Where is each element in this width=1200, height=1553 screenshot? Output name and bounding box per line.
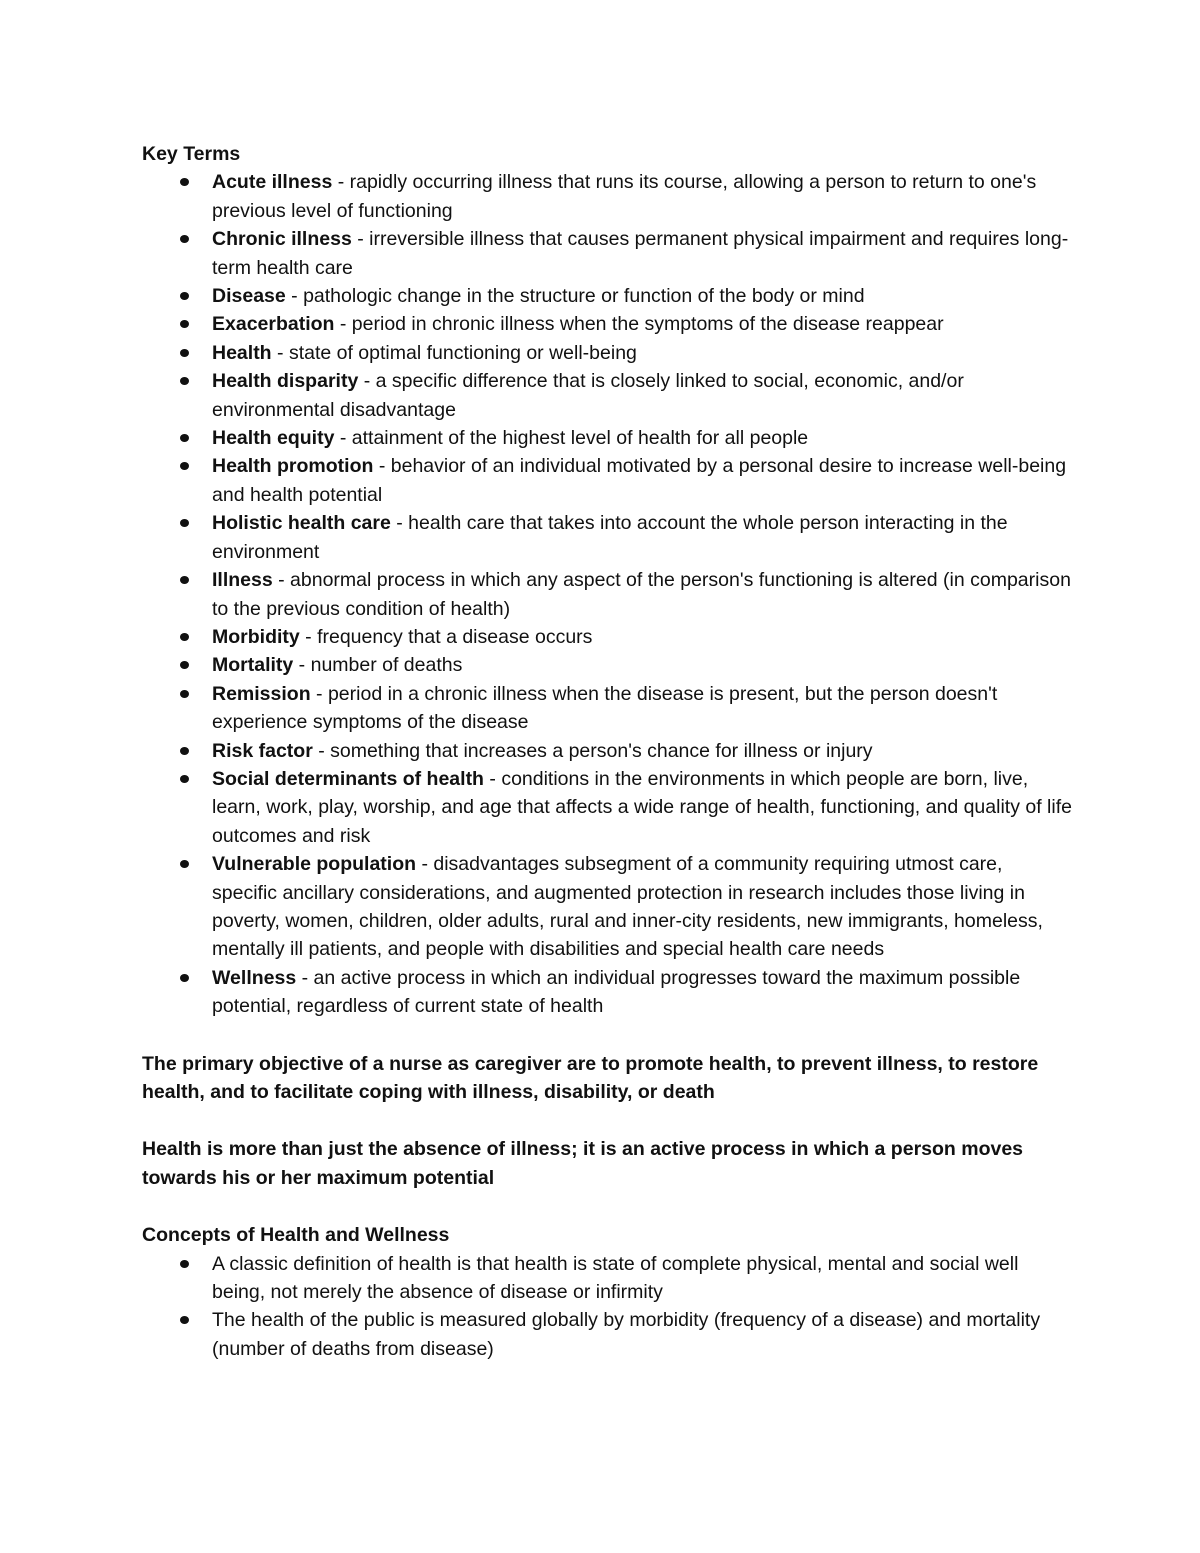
key-term-item [142, 225, 1072, 282]
concepts-list [142, 1250, 1072, 1364]
key-term-item [142, 310, 1072, 338]
term-name: Health [212, 341, 272, 364]
term-name: Holistic health care [212, 512, 391, 535]
term-definition: - abnormal process in which any aspect of the person's functioning is altered (in comparison to the previous condition of health) [212, 569, 1071, 620]
term-definition: - a specific difference that is closely linked to social, economic, and/or environmental disadvantage [212, 370, 964, 421]
term-definition: - attainment of the highest level of health for all people [334, 427, 809, 450]
term-definition: - conditions in the environments in which people are born, live, learn, work, play, worship, and age that affects a wide range of health, functioning, and quality of life outcomes and risk [212, 767, 1072, 847]
key-terms-heading: Key Terms [142, 143, 241, 165]
document-page [142, 140, 1072, 1363]
term-name: Chronic illness [212, 228, 352, 251]
key-terms-list [142, 168, 1072, 1020]
key-term-item [142, 168, 1072, 225]
term-name: Illness [212, 569, 273, 592]
key-term-item [142, 964, 1072, 1021]
key-term-item [142, 737, 1072, 765]
term-definition: - irreversible illness that causes permanent physical impairment and requires long-term health care [212, 228, 1069, 279]
concept-item [142, 1306, 1072, 1363]
spacer [142, 1192, 1072, 1221]
term-definition: - period in a chronic illness when the disease is present, but the person doesn't experience symptoms of the disease [212, 682, 998, 734]
term-definition: - an active process in which an individual progresses toward the maximum possible potential, regardless of current state of health [212, 966, 1021, 1018]
health-definition-statement: Health is more than just the absence of illness; it is an active process in which a person moves towards his or her maximum potential [142, 1138, 1024, 1189]
term-name: Acute illness [212, 171, 333, 194]
term-definition: - something that increases a person's chance for illness or injury [312, 739, 873, 762]
bullet-icon [180, 434, 189, 442]
term-definition: - disadvantages subsegment of a community requiring utmost care, specific ancillary considerations, and augmented protection in research includes those living in poverty, women, children, older adults, rural and inner-city residents, new immigrants, homeless, mentally ill patients, and people with disabilities and special health care needs [212, 853, 1043, 961]
concept-item [142, 1250, 1072, 1307]
term-definition: - period in chronic illness when the symptoms of the disease reappear [334, 313, 944, 336]
concept-text: A classic definition of health is that health is state of complete physical, mental and social well being, not merely the absence of disease or infirmity [212, 1252, 1019, 1304]
term-name: Morbidity [212, 625, 300, 648]
bullet-icon [180, 1260, 189, 1268]
bullet-icon [180, 349, 189, 357]
spacer [142, 1021, 1072, 1050]
key-term-item [142, 765, 1072, 850]
concept-text: The health of the public is measured globally by morbidity (frequency of a disease) and mortality (number of deaths from disease) [212, 1309, 1041, 1360]
term-name: Remission [212, 682, 311, 705]
term-definition: - pathologic change in the structure or function of the body or mind [285, 285, 865, 308]
key-term-item [142, 424, 1072, 452]
bullet-icon [180, 661, 189, 669]
key-term-item [142, 850, 1072, 964]
bullet-icon [180, 462, 189, 470]
key-term-item [142, 509, 1072, 566]
bullet-icon [180, 775, 189, 783]
concepts-heading: Concepts of Health and Wellness [142, 1224, 450, 1247]
bullet-icon [180, 974, 189, 982]
term-name: Health equity [212, 427, 335, 450]
bullet-icon [180, 519, 189, 527]
key-term-item [142, 452, 1072, 509]
bullet-icon [180, 377, 189, 385]
key-term-item [142, 282, 1072, 310]
bullet-icon [180, 235, 189, 243]
bullet-icon [180, 747, 189, 755]
key-term-item [142, 339, 1072, 367]
key-term-item [142, 367, 1072, 424]
term-name: Risk factor [212, 739, 313, 762]
term-name: Health disparity [212, 370, 359, 393]
bullet-icon [180, 292, 189, 300]
term-definition: - health care that takes into account the whole person interacting in the environment [212, 512, 1008, 563]
key-term-item [142, 623, 1072, 651]
bullet-icon [180, 576, 189, 584]
term-definition: - state of optimal functioning or well-being [271, 341, 637, 364]
spacer [142, 1106, 1072, 1135]
term-definition: - rapidly occurring illness that runs its course, allowing a person to return to one's previous level of functioning [212, 171, 1037, 222]
term-name: Wellness [212, 966, 297, 989]
key-term-item [142, 680, 1072, 737]
term-definition: - behavior of an individual motivated by a personal desire to increase well-being and health potential [212, 455, 1067, 506]
term-name: Disease [212, 285, 286, 308]
nurse-objective-statement: The primary objective of a nurse as caregiver are to promote health, to prevent illness, to restore health, and to facilitate coping with illness, disability, or death [142, 1052, 1039, 1103]
term-name: Health promotion [212, 455, 374, 478]
term-definition: - frequency that a disease occurs [299, 625, 593, 648]
term-name: Vulnerable population [212, 853, 417, 876]
bullet-icon [180, 320, 189, 328]
term-name: Exacerbation [212, 313, 335, 336]
key-term-item [142, 566, 1072, 623]
term-name: Mortality [212, 654, 294, 677]
term-definition: - number of deaths [293, 654, 463, 677]
term-name: Social determinants of health [212, 767, 484, 790]
bullet-icon [180, 690, 189, 698]
bullet-icon [180, 178, 189, 186]
key-term-item [142, 651, 1072, 679]
bullet-icon [180, 860, 189, 868]
bullet-icon [180, 633, 189, 641]
bullet-icon [180, 1316, 189, 1324]
